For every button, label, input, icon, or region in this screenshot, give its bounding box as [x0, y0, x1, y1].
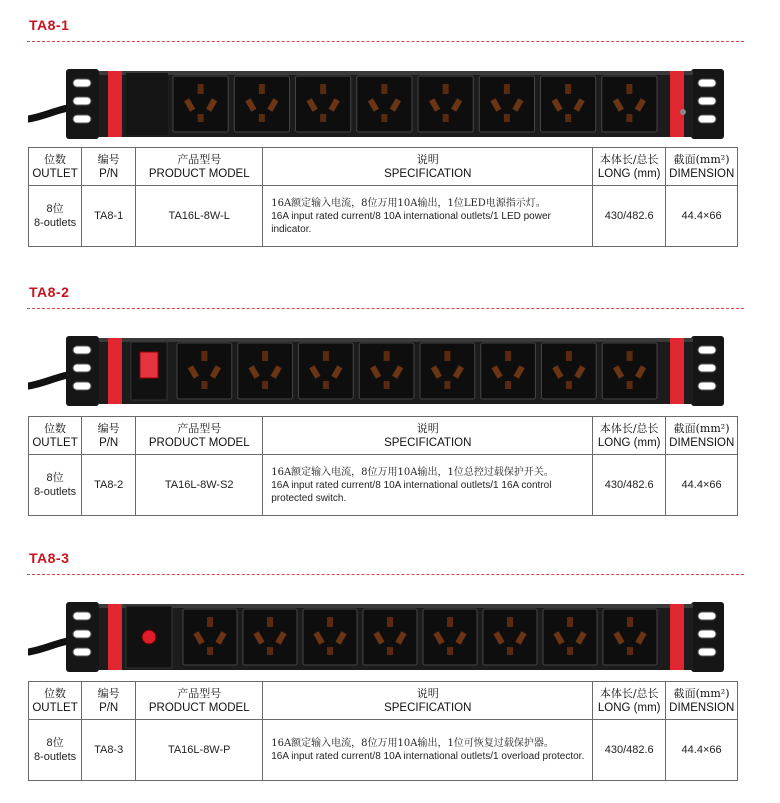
header-model: 产品型号 PRODUCT MODEL	[136, 417, 263, 455]
strip-top-edge	[99, 338, 693, 342]
right-endcap	[670, 604, 684, 670]
universal-outlet-icon	[303, 609, 357, 665]
mount-slot	[73, 79, 91, 87]
cell-model: TA16L-8W-S2	[136, 455, 263, 516]
header-outlet: 位数 OUTLET	[29, 682, 82, 720]
power-strip-photo	[28, 324, 750, 416]
left-endcap	[108, 604, 122, 670]
cell-dimension: 44.4×66	[666, 455, 738, 516]
mount-slot	[698, 382, 716, 390]
cell-spec: 16A额定输入电流，8位万用10A输出，1位可恢复过载保护器。 16A input rated current/8 10A international outlets/1 overload protector.	[263, 720, 593, 781]
table-row	[29, 720, 738, 781]
rocker-switch-icon	[140, 352, 158, 378]
cell-long: 430/482.6	[593, 720, 666, 781]
cell-outlet: 8位 8-outlets	[29, 455, 82, 516]
dashed-divider	[27, 574, 744, 575]
table-header-row	[29, 148, 738, 186]
header-model: 产品型号 PRODUCT MODEL	[136, 148, 263, 186]
cell-spec: 16A额定输入电流，8位万用10A输出，1位总控过载保护开关。 16A input rated current/8 10A international outlets/1 16A control protected switch.	[263, 455, 593, 516]
universal-outlet-icon	[541, 76, 596, 132]
universal-outlet-icon	[423, 609, 477, 665]
mount-slot	[73, 382, 91, 390]
universal-outlet-icon	[602, 343, 657, 399]
mount-slot	[73, 612, 91, 620]
header-spec: 说明 SPECIFICATION	[263, 417, 593, 455]
universal-outlet-icon	[418, 76, 473, 132]
universal-outlet-icon	[420, 343, 475, 399]
cell-model: TA16L-8W-L	[136, 186, 263, 247]
header-model: 产品型号 PRODUCT MODEL	[136, 682, 263, 720]
header-outlet: 位数 OUTLET	[29, 417, 82, 455]
mount-slot	[698, 364, 716, 372]
universal-outlet-icon	[603, 609, 657, 665]
universal-outlet-icon	[363, 609, 417, 665]
dashed-divider	[27, 41, 744, 42]
cell-outlet: 8位 8-outlets	[29, 186, 82, 247]
cell-pn: TA8-2	[82, 455, 136, 516]
cell-dimension: 44.4×66	[666, 186, 738, 247]
right-endcap	[670, 71, 684, 137]
header-pn: 编号 P/N	[82, 417, 136, 455]
table-row	[29, 455, 738, 516]
overload-breaker-icon	[142, 630, 156, 644]
mount-slot	[73, 364, 91, 372]
universal-outlet-icon	[238, 343, 293, 399]
header-long: 本体长/总长 LONG (mm)	[593, 682, 666, 720]
universal-outlet-icon	[183, 609, 237, 665]
cell-model: TA16L-8W-P	[136, 720, 263, 781]
mount-slot	[698, 79, 716, 87]
cell-long: 430/482.6	[593, 186, 666, 247]
header-dimension: 截面(mm²) DIMENSION	[666, 682, 738, 720]
header-long: 本体长/总长 LONG (mm)	[593, 148, 666, 186]
section-title: TA8-2	[29, 284, 70, 300]
universal-outlet-icon	[602, 76, 657, 132]
mount-slot	[73, 115, 91, 123]
mount-slot	[698, 630, 716, 638]
table-header-row	[29, 417, 738, 455]
mount-slot	[73, 346, 91, 354]
header-spec: 说明 SPECIFICATION	[263, 682, 593, 720]
table-header-row	[29, 682, 738, 720]
mount-slot	[698, 346, 716, 354]
mount-slot	[698, 612, 716, 620]
mount-slot	[698, 97, 716, 105]
universal-outlet-icon	[357, 76, 412, 132]
header-dimension: 截面(mm²) DIMENSION	[666, 148, 738, 186]
header-dimension: 截面(mm²) DIMENSION	[666, 417, 738, 455]
universal-outlet-icon	[543, 609, 597, 665]
right-endcap	[670, 338, 684, 404]
header-pn: 编号 P/N	[82, 682, 136, 720]
universal-outlet-icon	[234, 76, 289, 132]
universal-outlet-icon	[483, 609, 537, 665]
blank-panel	[126, 73, 168, 135]
universal-outlet-icon	[479, 76, 534, 132]
mount-slot	[698, 648, 716, 656]
universal-outlet-icon	[542, 343, 597, 399]
section-title: TA8-3	[29, 550, 70, 566]
cell-pn: TA8-3	[82, 720, 136, 781]
cell-dimension: 44.4×66	[666, 720, 738, 781]
left-endcap	[108, 71, 122, 137]
mount-slot	[698, 115, 716, 123]
mount-slot	[73, 648, 91, 656]
cell-spec: 16A额定输入电流，8位万用10A输出，1位LED电源指示灯。 16A input rated current/8 10A international outlets/1 LED power indicator.	[263, 186, 593, 247]
universal-outlet-icon	[243, 609, 297, 665]
strip-top-edge	[99, 71, 693, 75]
dashed-divider	[27, 308, 744, 309]
led-indicator-icon	[680, 109, 686, 115]
universal-outlet-icon	[296, 76, 351, 132]
universal-outlet-icon	[359, 343, 414, 399]
cell-pn: TA8-1	[82, 186, 136, 247]
power-strip-photo	[28, 57, 750, 149]
cell-long: 430/482.6	[593, 455, 666, 516]
mount-slot	[73, 630, 91, 638]
universal-outlet-icon	[173, 76, 228, 132]
mount-slot	[73, 97, 91, 105]
cell-outlet: 8位 8-outlets	[29, 720, 82, 781]
header-long: 本体长/总长 LONG (mm)	[593, 417, 666, 455]
strip-top-edge	[99, 604, 693, 608]
universal-outlet-icon	[481, 343, 536, 399]
spec-table	[28, 147, 738, 247]
header-spec: 说明 SPECIFICATION	[263, 148, 593, 186]
table-row	[29, 186, 738, 247]
left-endcap	[108, 338, 122, 404]
spec-table	[28, 681, 738, 781]
universal-outlet-icon	[299, 343, 354, 399]
universal-outlet-icon	[177, 343, 232, 399]
section-title: TA8-1	[29, 17, 70, 33]
power-strip-photo	[28, 590, 750, 682]
header-outlet: 位数 OUTLET	[29, 148, 82, 186]
header-pn: 编号 P/N	[82, 148, 136, 186]
spec-table	[28, 416, 738, 516]
